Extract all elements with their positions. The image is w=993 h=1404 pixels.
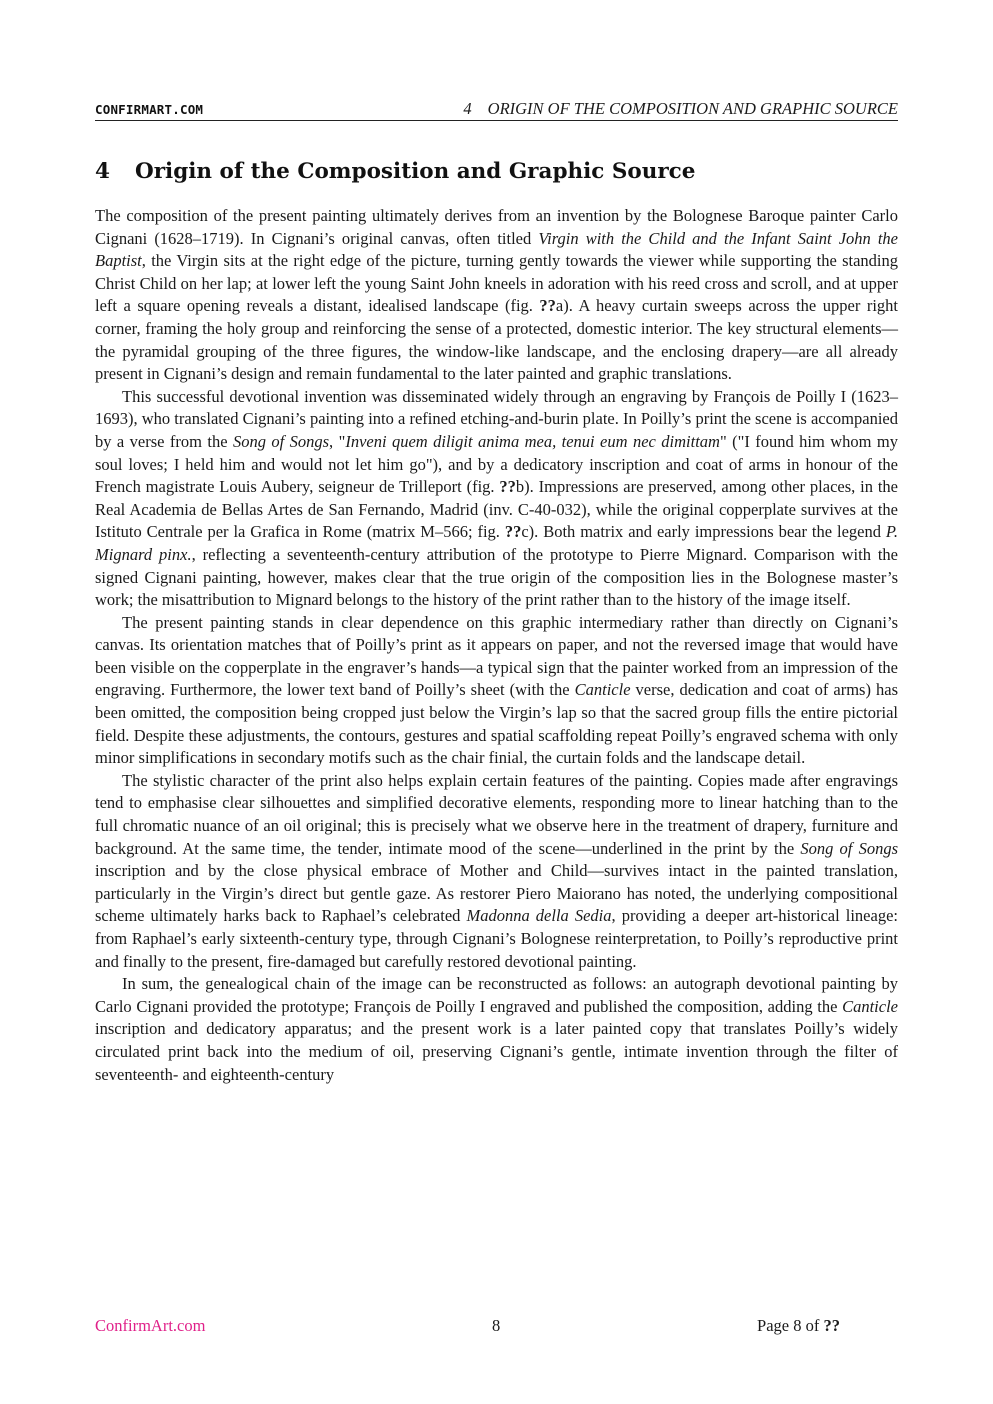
text-run: inscription and by the close physical embrace of Mother and Child—survives intact in the painted translation, particularly in the Virgin’s direct but gentle gaze. As restorer Piero Maiorano has noted, the underlying compositional scheme ultimately harks back to Raphael’s celebrated	[95, 861, 898, 926]
italic-title: Canticle	[842, 996, 898, 1016]
italic-title: Canticle	[574, 680, 631, 700]
text-run: , providing a deeper art-historical lineage: from Raphael’s early sixteenth-century type, through Cignani’s Bolognese reinterpretation, to Poilly’s reproductive print and finally to the present, fire-damaged but carefully restored devotional painting.	[95, 906, 898, 971]
text-run: , the Virgin sits at the right edge of the picture, turning gently towards the viewer while supporting the standing Christ Child on her lap; at lower left the young Saint John kneels in adoration with his reed cross and scroll, and at upper left a square opening reveals a distant, idealised landscape (fig.	[95, 251, 898, 316]
figure-reference-link[interactable]: ??	[539, 296, 556, 316]
text-run: c). Both matrix and early impressions bear the legend	[521, 522, 886, 542]
running-head	[463, 99, 898, 119]
section-title: Origin of the Composition and Graphic Source	[135, 159, 696, 184]
italic-legend: P. Mignard pinx.	[95, 522, 898, 564]
italic-title: Virgin with the Child and the Infant Saint John the Baptist	[95, 228, 898, 271]
footer-page-count	[757, 1316, 840, 1336]
text-run: The present painting stands in clear dependence on this graphic intermediary rather than directly on Cignani’s canvas. Its orientation matches that of Poilly’s print as it appears on paper, and not the reversed image that would have been visible on the copperplate in the engraver’s hands—a typical sign that the painter worked from an impression of the engraving. Furthermore, the lower text band of Poilly’s sheet (with the	[95, 612, 898, 700]
text-run: This successful devotional invention was disseminated widely through an engraving by François de Poilly I (1623–1693), who translated Cignani’s painting into a refined etching-and-burin plate. In Poilly’s print the scene is accompanied by a verse from the	[95, 386, 898, 451]
paragraph-4	[95, 770, 898, 973]
body-text	[95, 205, 898, 1086]
text-run: verse, dedication and coat of arms) has been omitted, the composition being cropped just below the Virgin’s lap so that the sacred group fills the entire pictorial field. Despite these adjustments, the contours, gestures and spatial scaffolding repeat Poilly’s engraved schema with only minor simplifications in secondary motifs such as the chair finial, the curtain folds and the landscape detail.	[95, 680, 898, 768]
text-run: a). A heavy curtain sweeps across the upper right corner, framing the holy group and reinforcing the sense of a protected, domestic interior. The key structural elements—the pyramidal grouping of the three figures, the window-like landscape, and the enclosing drapery—are all already present in Cignani’s design and remain fundamental to the later painted and graphic translations.	[95, 296, 899, 384]
text-run: , "	[329, 431, 346, 451]
italic-title: Song of Songs	[800, 838, 898, 858]
italic-title: Madonna della Sedia	[466, 906, 612, 926]
text-run: " ("I found him whom my soul loves; I held him and would not let him go"), and by a dedicatory inscription and coat of arms in honour of the French magistrate Louis Aubery, seigneur de Trilleport (fig.	[95, 431, 898, 497]
text-run: In sum, the genealogical chain of the image can be reconstructed as follows: an autograph devotional painting by Carlo Cignani provided the prototype; François de Poilly I engraved and published the composition, adding the	[95, 974, 898, 1016]
page-footer	[95, 1316, 840, 1338]
page-total-reference[interactable]: ??	[823, 1316, 840, 1335]
footer-site-link[interactable]: ConfirmArt.com	[95, 1316, 206, 1335]
running-head-number: 4	[463, 99, 472, 118]
footer-page-number: 8	[492, 1316, 501, 1335]
section-number: 4	[95, 159, 110, 184]
text-run: inscription and dedicatory apparatus; and the present work is a later painted copy that translates Poilly’s widely circulated print back into the medium of oil, preserving Cignani’s gentle, intimate invention through the filter of seventeenth- and eighteenth-century	[95, 1019, 898, 1084]
page-of-label: Page 8 of	[757, 1316, 824, 1335]
italic-quotation: Inveni quem diligit anima mea, tenui eum nec dimittam	[345, 431, 720, 451]
figure-reference-link[interactable]: ??	[499, 477, 516, 497]
text-run: The stylistic character of the print also helps explain certain features of the painting. Copies made after engravings tend to emphasise clear silhouettes and simplified decorative elements, responding more to linear hatching than to the full chromatic nuance of an oil original; this is precisely what we observe here in the treatment of drapery, furniture and background. At the same time, the tender, intimate mood of the scene—underlined in the print by the	[95, 770, 898, 858]
page-header	[95, 98, 898, 121]
text-run: The composition of the present painting ultimately derives from an invention by the Bolognese Baroque painter Carlo Cignani (1628–1719). In Cignani’s original canvas, often titled	[95, 206, 898, 248]
site-logo: CONFIRMART.COM	[95, 102, 204, 117]
figure-reference-link[interactable]: ??	[504, 522, 522, 542]
paragraph-5	[95, 973, 898, 1086]
text-run: , reflecting a seventeenth-century attribution of the prototype to Pierre Mignard. Comparison with the signed Cignani painting, however, makes clear that the true origin of the composition lies in the Bolognese master’s work; the misattribution to Mignard belongs to the history of the print rather than to the history of the image itself.	[95, 544, 899, 610]
italic-title: Song of Songs	[232, 431, 330, 451]
running-head-title: ORIGIN OF THE COMPOSITION AND GRAPHIC SOURCE	[487, 99, 898, 118]
section-heading	[95, 159, 695, 184]
paragraph-1	[95, 205, 898, 386]
paragraph-3	[95, 612, 898, 770]
text-run: b). Impressions are preserved, among other places, in the Real Academia de Bellas Artes de San Fernando, Madrid (inv. C-40-032), while the original copperplate survives at the Istituto Centrale per la Grafica in Rome (matrix M–566; fig.	[95, 477, 898, 542]
paragraph-2	[95, 386, 898, 612]
